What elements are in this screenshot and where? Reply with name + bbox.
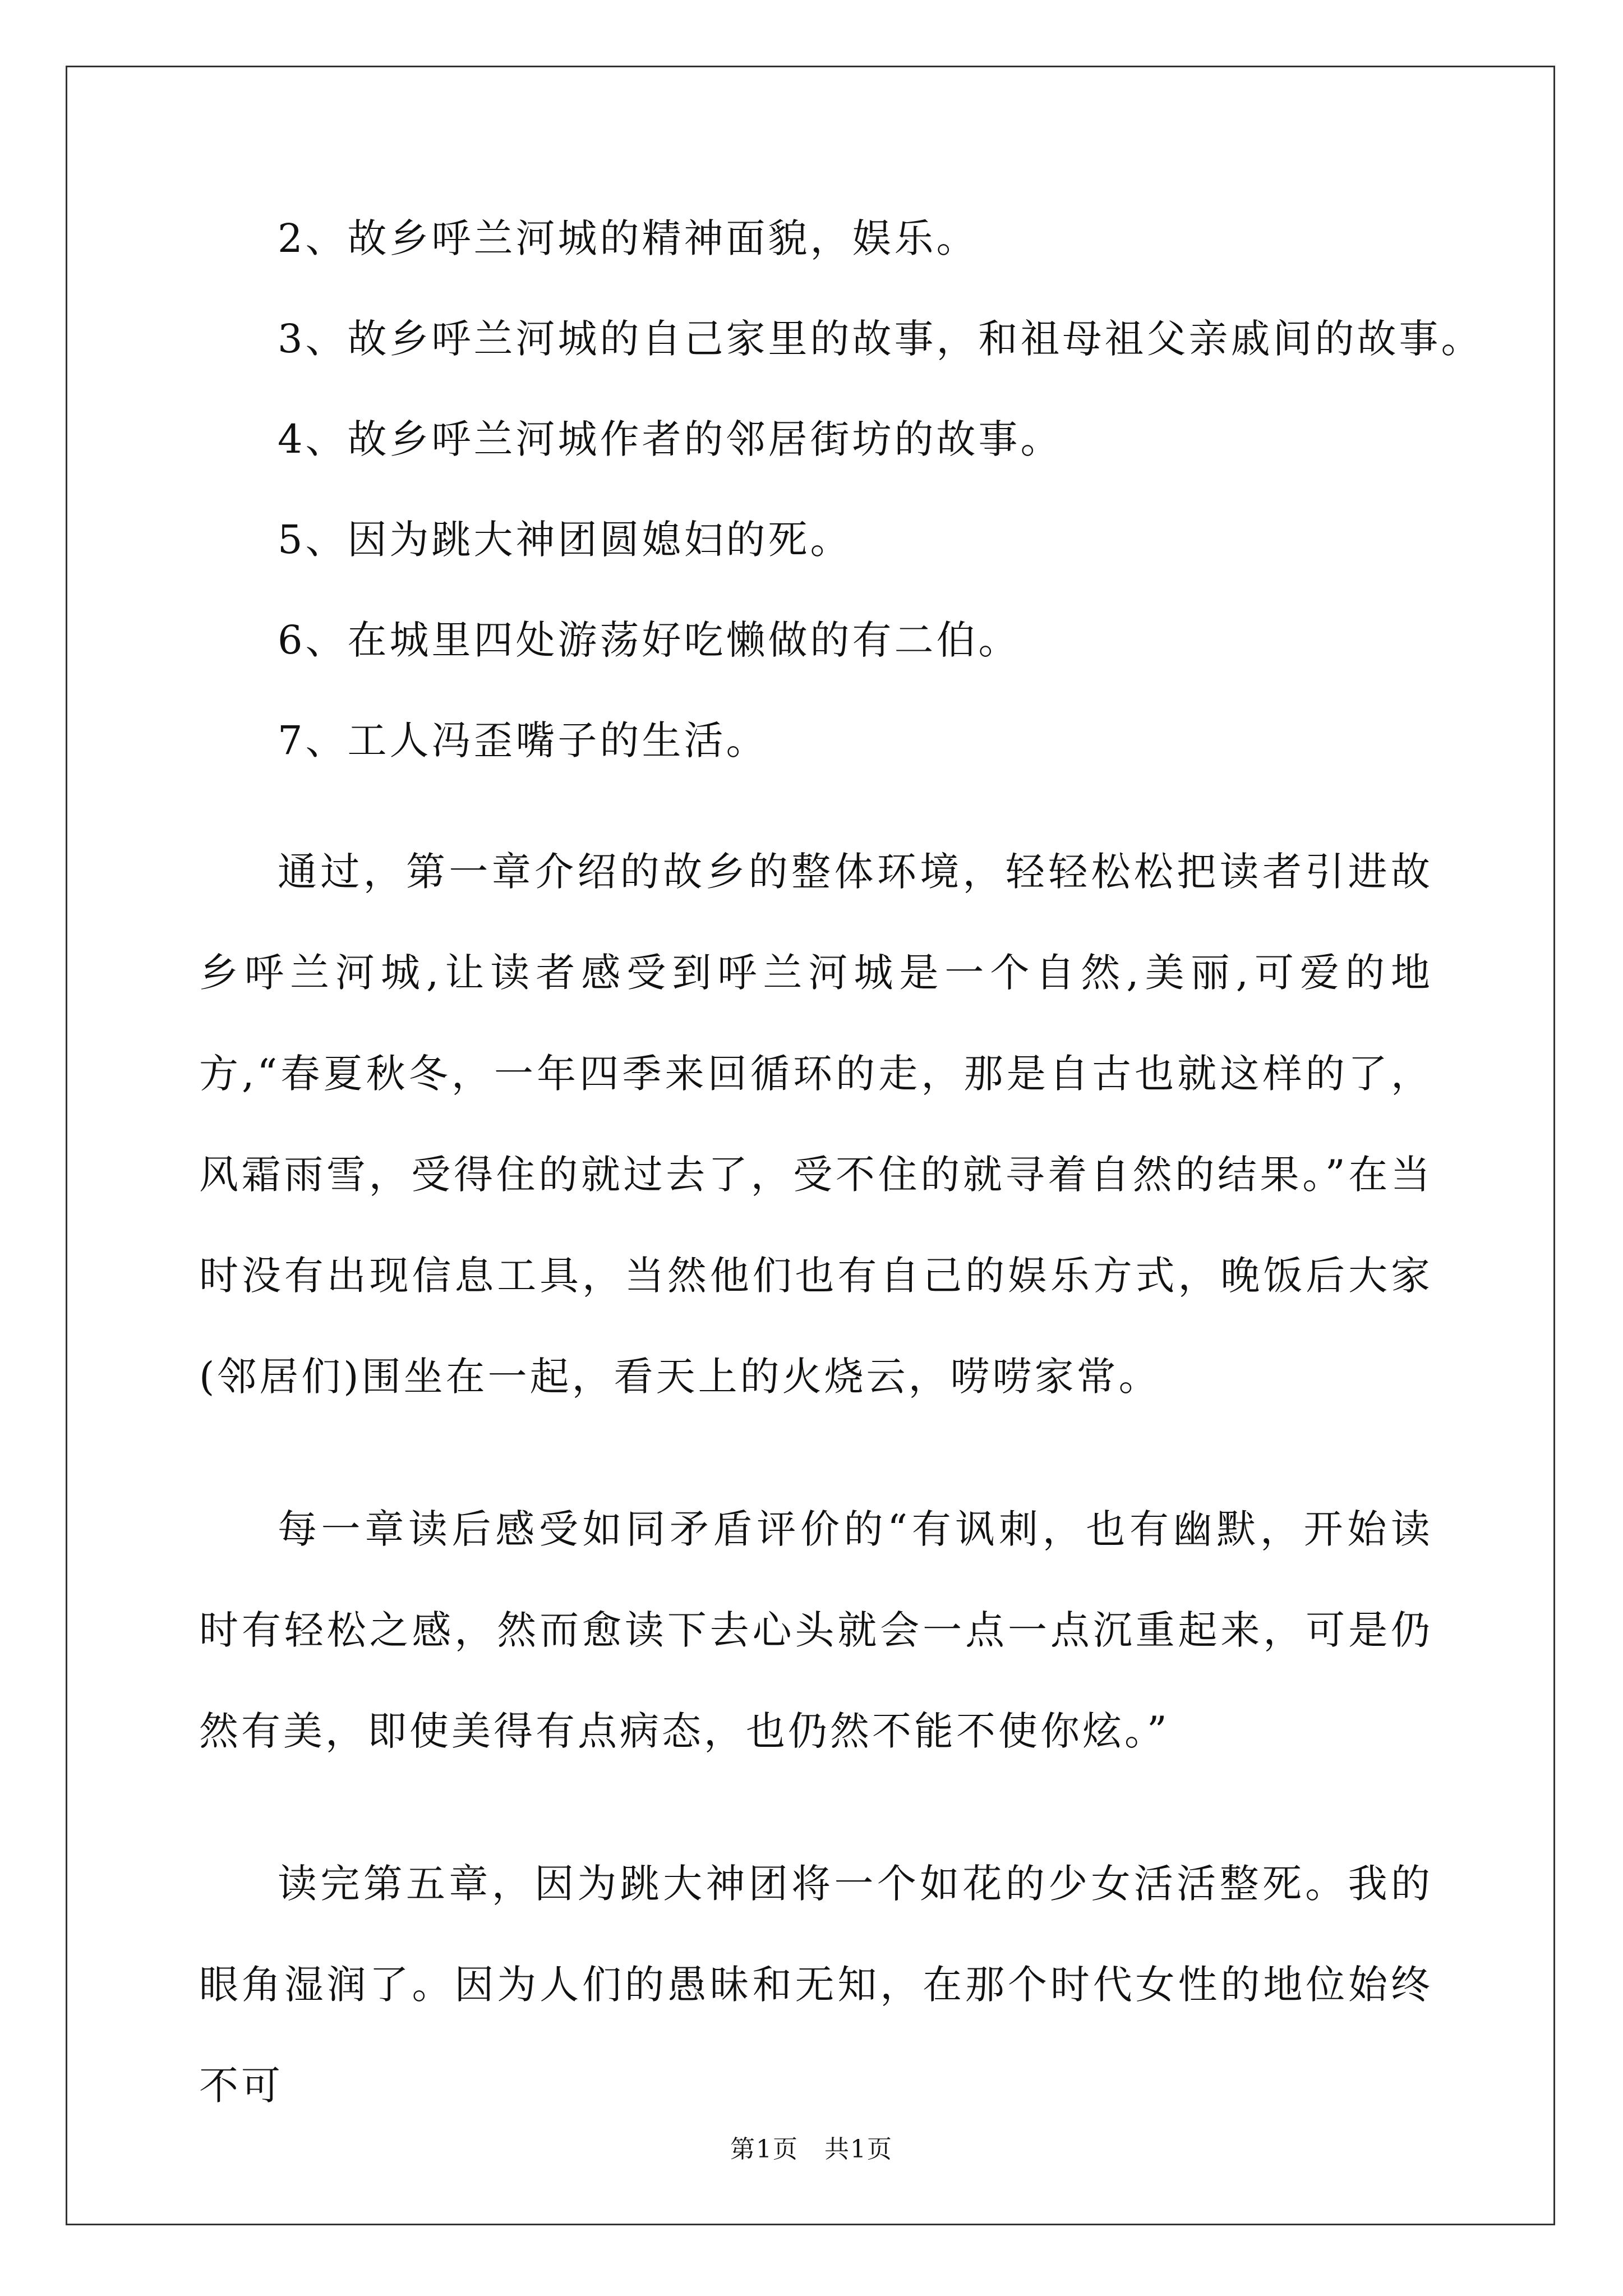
list-item: 2、故乡呼兰河城的精神面貌，娱乐。 — [278, 215, 979, 261]
list-item: 6、在城里四处游荡好吃懒做的有二伯。 — [278, 617, 1021, 663]
paragraph: 每一章读后感受如同矛盾评价的“有讽刺，也有幽默，开始读时有轻松之感，然而愈读下去心头就会一点一点沉重起来，可是仍然有美，即使美得有点病态，也仍然不能不使你炫。” — [199, 1506, 1433, 1754]
numbered-list — [199, 215, 1483, 763]
page-number-footer: 第1页 共1页 — [730, 2135, 893, 2164]
list-item: 7、工人冯歪嘴子的生活。 — [278, 717, 768, 763]
document-body — [199, 215, 1483, 2188]
list-item: 3、故乡呼兰河城的自己家里的故事，和祖母祖父亲戚间的故事。 — [278, 316, 1483, 362]
list-item: 4、故乡呼兰河城作者的邻居街坊的故事。 — [278, 416, 1063, 462]
paragraph: 读完第五章，因为跳大神团将一个如花的少女活活整死。我的眼角湿润了。因为人们的愚昧和无知，在那个时代女性的地位始终不可 — [199, 1861, 1433, 2109]
paragraph: 通过，第一章介绍的故乡的整体环境，轻轻松松把读者引进故乡呼兰河城,让读者感受到呼兰河城是一个自然,美丽,可爱的地方,“春夏秋冬，一年四季来回循环的走，那是自古也就这样的了，风霜雨雪，受得住的就过去了，受不住的就寻着自然的结果。”在当时没有出现信息工具，当然他们也有自己的娱乐方式，晚饭后大家(邻居们)围坐在一起，看天上的火烧云，唠唠家常。 — [199, 849, 1433, 1400]
list-item: 5、因为跳大神团圆媳妇的死。 — [278, 517, 852, 563]
